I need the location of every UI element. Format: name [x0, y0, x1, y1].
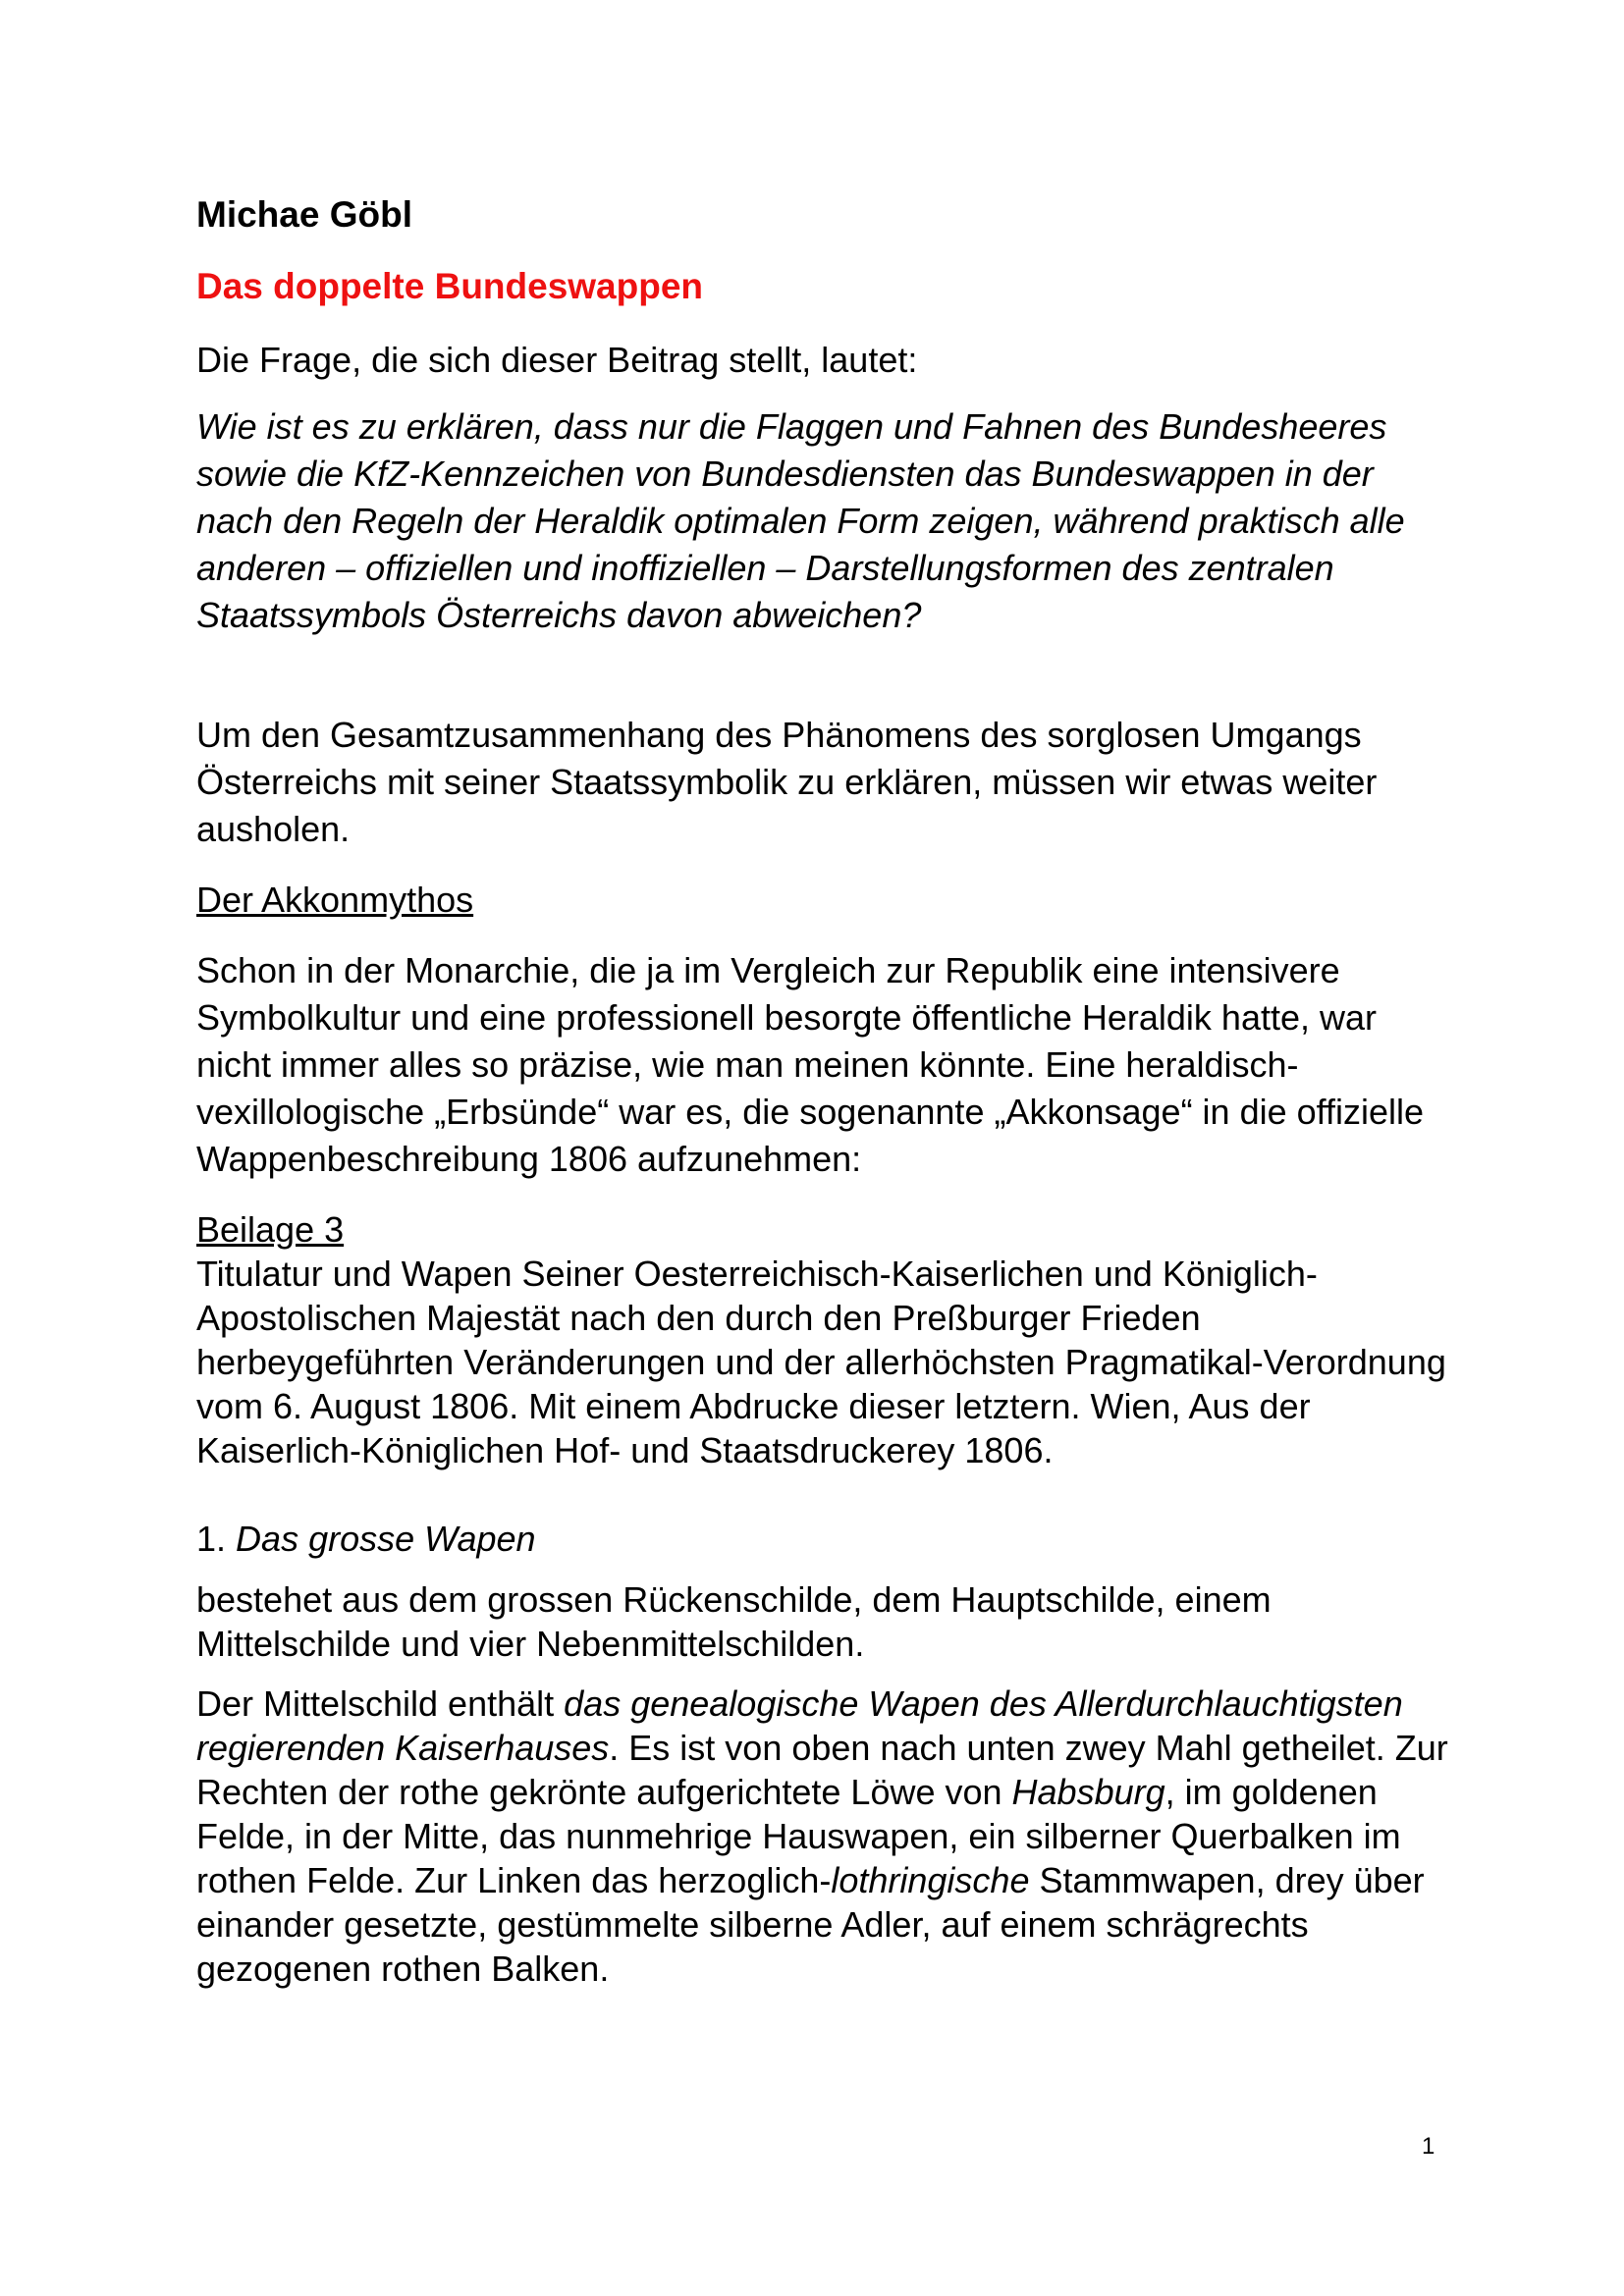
appendix-label: Beilage 3	[196, 1209, 345, 1250]
mittelschild-emphasis-3: lothringische	[831, 1860, 1030, 1900]
mittelschild-text-1: Der Mittelschild enthält	[196, 1683, 565, 1724]
section-heading: Der Akkonmythos	[196, 880, 474, 920]
mittelschild-emphasis-1: das genealogische Wapen des Allerdurchlauchtigsten regierenden Kaiserhauses	[196, 1683, 1403, 1768]
appendix-text: Titulatur und Wapen Seiner Oesterreichisch-Kaiserlichen und Königlich-Apostolischen Majestät nach den durch den Preßburger Frieden herbeygeführten Veränderungen und der allerhöchsten Pragmatikal-Verordnung vom 6. August 1806. Mit einem Abdrucke dieser letztern. Wien, Aus der Kaiserlich-Königlichen Hof- und Staatsdruckerey 1806.	[196, 1254, 1446, 1470]
question-paragraph: Wie ist es zu erklären, dass nur die Flaggen und Fahnen des Bundesheeres sowie die KfZ-Kennzeichen von Bundesdiensten das Bundeswappen in der nach den Regeln der Heraldik optimalen Form zeigen, während praktisch alle anderen – offiziellen und inoffiziellen – Darstellungsformen des zentralen Staatssymbols Österreichs davon abweichen?	[196, 406, 1405, 635]
page-number: 1	[1422, 2133, 1435, 2160]
item-heading	[196, 1516, 1453, 1563]
mittelschild-text-4: Stammwapen, drey über einander gesetzte, gestümmelte silberne Adler, auf einem schrägrechts gezogenen rothen Balken.	[196, 1860, 1425, 1989]
mittelschild-text-2: . Es ist von oben nach unten zwey Mahl getheilet. Zur Rechten der rothe gekrönte aufgerichtete Löwe von	[196, 1728, 1448, 1812]
mittelschild-paragraph	[196, 1682, 1453, 1991]
monarchy-paragraph: Schon in der Monarchie, die ja im Vergleich zur Republik eine intensivere Symbolkultur und eine professionell besorgte öffentliche Heraldik hatte, war nicht immer alles so präzise, wie man meinen könnte. Eine heraldisch-vexillologische „Erbsünde“ war es, die sogenannte „Akkonsage“ in die offizielle Wappenbeschreibung 1806 aufzunehmen:	[196, 950, 1425, 1179]
mittelschild-emphasis-2: Habsburg	[1011, 1772, 1165, 1812]
item-title: Das grosse Wapen	[236, 1519, 536, 1559]
intro-paragraph: Die Frage, die sich dieser Beitrag stellt, lautet:	[196, 340, 918, 380]
appendix-block	[196, 1207, 1453, 1472]
document-title: Das doppelte Bundeswappen	[196, 266, 704, 306]
item-number: 1.	[196, 1519, 227, 1559]
context-paragraph: Um den Gesamtzusammenhang des Phänomens des sorglosen Umgangs Österreichs mit seiner Staatssymbolik zu erklären, müssen wir etwas weiter ausholen.	[196, 715, 1378, 849]
mittelschild-text-3: , im goldenen Felde, in der Mitte, das nunmehrige Hauswapen, ein silberner Querbalken im rothen Felde. Zur Linken das herzoglich-	[196, 1772, 1401, 1900]
author-name: Michae Göbl	[196, 194, 412, 235]
item-text: bestehet aus dem grossen Rückenschilde, dem Hauptschilde, einem Mittelschilde und vier Nebenmittelschilden.	[196, 1579, 1272, 1664]
